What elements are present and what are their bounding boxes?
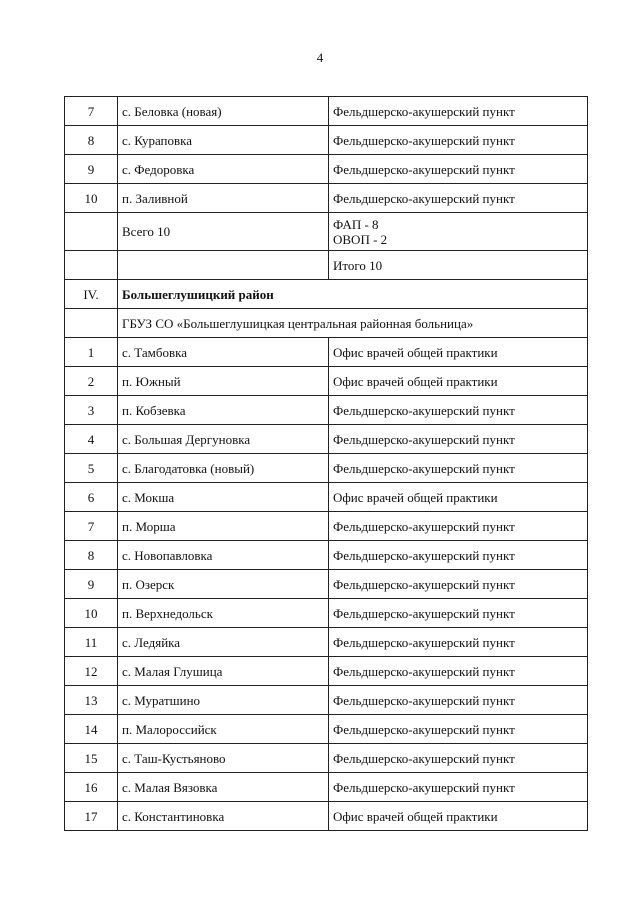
table-row bbox=[65, 686, 588, 715]
settlement-name: п. Верхнедольск bbox=[118, 599, 329, 628]
facility-type: Фельдшерско-акушерский пункт bbox=[329, 744, 588, 773]
settlement-name: п. Озерск bbox=[118, 570, 329, 599]
facility-type: Фельдшерско-акушерский пункт bbox=[329, 541, 588, 570]
settlement-name: п. Малороссийск bbox=[118, 715, 329, 744]
row-number: 8 bbox=[65, 541, 118, 570]
facility-type: Фельдшерско-акушерский пункт bbox=[329, 570, 588, 599]
facility-type: Фельдшерско-акушерский пункт bbox=[329, 396, 588, 425]
total-label: Всего 10 bbox=[118, 213, 329, 251]
settlement-name: с. Благодатовка (новый) bbox=[118, 454, 329, 483]
settlement-name: п. Кобзевка bbox=[118, 396, 329, 425]
table-row bbox=[65, 628, 588, 657]
ovop-count: ОВОП - 2 bbox=[333, 231, 388, 247]
row-number: 14 bbox=[65, 715, 118, 744]
table-row bbox=[65, 715, 588, 744]
facility-type: Фельдшерско-акушерский пункт bbox=[329, 454, 588, 483]
grand-total: Итого 10 bbox=[329, 251, 588, 280]
facility-type: Офис врачей общей практики bbox=[329, 802, 588, 831]
facility-type: Офис врачей общей практики bbox=[329, 338, 588, 367]
row-number: 12 bbox=[65, 657, 118, 686]
row-number: 10 bbox=[65, 599, 118, 628]
facility-type: Фельдшерско-акушерский пункт bbox=[329, 657, 588, 686]
row-number: 7 bbox=[65, 512, 118, 541]
table-row bbox=[65, 541, 588, 570]
facilities-table-body bbox=[65, 97, 588, 831]
facility-type: Фельдшерско-акушерский пункт bbox=[329, 184, 588, 213]
settlement-name: с. Федоровка bbox=[118, 155, 329, 184]
row-number: 9 bbox=[65, 155, 118, 184]
row-number: 3 bbox=[65, 396, 118, 425]
row-number: 17 bbox=[65, 802, 118, 831]
table-row bbox=[65, 454, 588, 483]
settlement-name: п. Заливной bbox=[118, 184, 329, 213]
facilities-table bbox=[64, 96, 588, 831]
row-number: 11 bbox=[65, 628, 118, 657]
table-row bbox=[65, 425, 588, 454]
settlement-name: с. Тамбовка bbox=[118, 338, 329, 367]
grand-total-row bbox=[65, 251, 588, 280]
settlement-name: с. Большая Дергуновка bbox=[118, 425, 329, 454]
settlement-name: п. Морша bbox=[118, 512, 329, 541]
facility-type: Офис врачей общей практики bbox=[329, 367, 588, 396]
facility-breakdown bbox=[329, 213, 588, 251]
facility-type: Фельдшерско-акушерский пункт bbox=[329, 686, 588, 715]
row-number: 15 bbox=[65, 744, 118, 773]
facility-type: Фельдшерско-акушерский пункт bbox=[329, 155, 588, 184]
facility-type: Офис врачей общей практики bbox=[329, 483, 588, 512]
row-number: 10 bbox=[65, 184, 118, 213]
table-row bbox=[65, 367, 588, 396]
row-number: 1 bbox=[65, 338, 118, 367]
district-name: Большеглушицкий район bbox=[118, 280, 588, 309]
table-row bbox=[65, 570, 588, 599]
table-row bbox=[65, 338, 588, 367]
settlement-name: с. Ледяйка bbox=[118, 628, 329, 657]
facility-type: Фельдшерско-акушерский пункт bbox=[329, 599, 588, 628]
district-number: IV. bbox=[65, 280, 118, 309]
settlement-name: п. Южный bbox=[118, 367, 329, 396]
row-number: 16 bbox=[65, 773, 118, 802]
row-number: 8 bbox=[65, 126, 118, 155]
settlement-name: с. Малая Глушица bbox=[118, 657, 329, 686]
facility-type: Фельдшерско-акушерский пункт bbox=[329, 628, 588, 657]
table-row bbox=[65, 512, 588, 541]
table-row bbox=[65, 184, 588, 213]
facility-type: Фельдшерско-акушерский пункт bbox=[329, 425, 588, 454]
facility-type: Фельдшерско-акушерский пункт bbox=[329, 126, 588, 155]
district-row bbox=[65, 280, 588, 309]
page-number: 4 bbox=[316, 50, 324, 65]
table-row bbox=[65, 97, 588, 126]
table-row bbox=[65, 155, 588, 184]
settlement-name: с. Беловка (новая) bbox=[118, 97, 329, 126]
settlement-name: с. Малая Вязовка bbox=[118, 773, 329, 802]
summary-row bbox=[65, 213, 588, 251]
table-row bbox=[65, 126, 588, 155]
row-number: 7 bbox=[65, 97, 118, 126]
facility-type: Фельдшерско-акушерский пункт bbox=[329, 773, 588, 802]
table-row bbox=[65, 599, 588, 628]
fap-count: ФАП - 8 bbox=[333, 216, 379, 232]
row-number: 2 bbox=[65, 367, 118, 396]
table-row bbox=[65, 657, 588, 686]
settlement-name: с. Кураповка bbox=[118, 126, 329, 155]
row-number: 9 bbox=[65, 570, 118, 599]
settlement-name: с. Новопавловка bbox=[118, 541, 329, 570]
row-number: 13 bbox=[65, 686, 118, 715]
table-row bbox=[65, 396, 588, 425]
table-row bbox=[65, 483, 588, 512]
settlement-name: с. Константиновка bbox=[118, 802, 329, 831]
hospital-name: ГБУЗ СО «Большеглушицкая центральная районная больница» bbox=[118, 309, 588, 338]
settlement-name: с. Мокша bbox=[118, 483, 329, 512]
table-row bbox=[65, 773, 588, 802]
hospital-row bbox=[65, 309, 588, 338]
table-row bbox=[65, 802, 588, 831]
table-row bbox=[65, 744, 588, 773]
row-number: 6 bbox=[65, 483, 118, 512]
settlement-name: с. Муратшино bbox=[118, 686, 329, 715]
facility-type: Фельдшерско-акушерский пункт bbox=[329, 97, 588, 126]
row-number: 5 bbox=[65, 454, 118, 483]
facility-type: Фельдшерско-акушерский пункт bbox=[329, 512, 588, 541]
row-number: 4 bbox=[65, 425, 118, 454]
settlement-name: с. Таш-Кустьяново bbox=[118, 744, 329, 773]
facility-type: Фельдшерско-акушерский пункт bbox=[329, 715, 588, 744]
